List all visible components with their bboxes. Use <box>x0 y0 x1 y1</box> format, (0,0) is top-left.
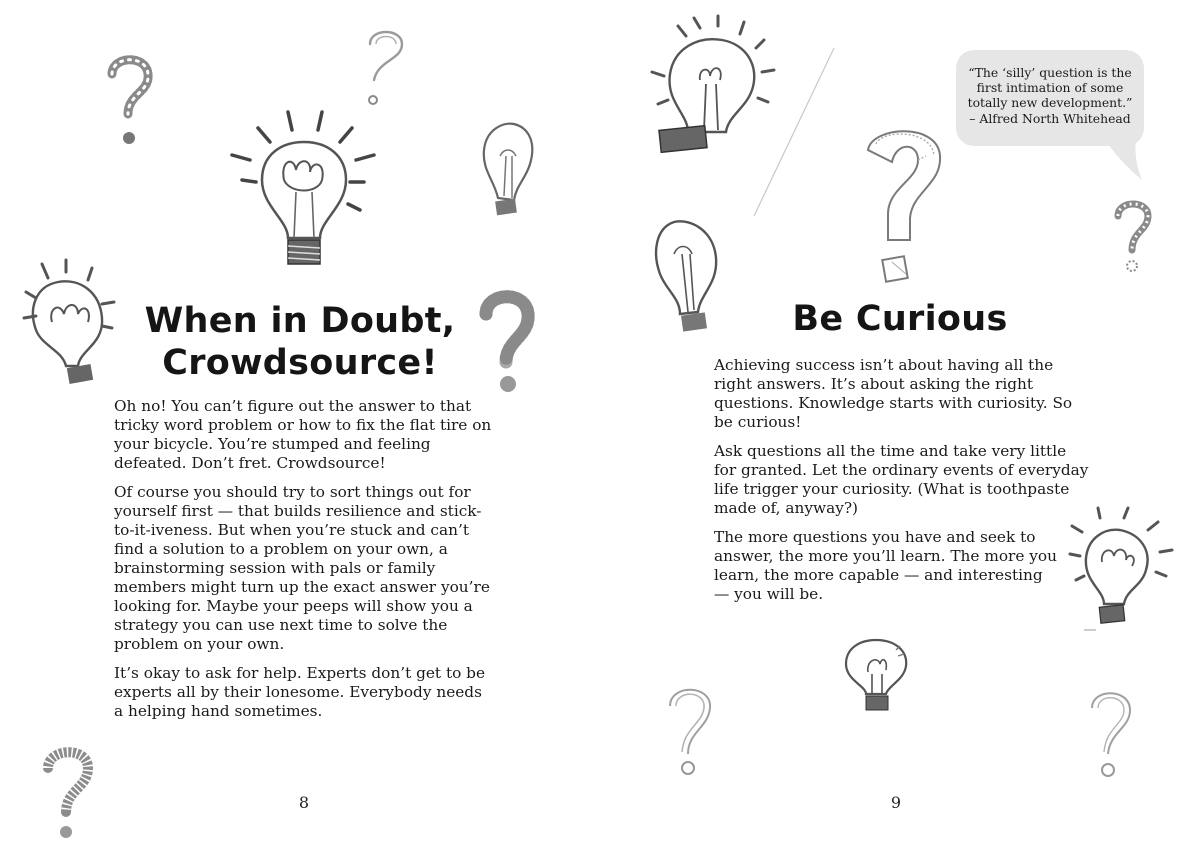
lightbulb-icon <box>838 636 914 716</box>
quote-attribution: – Alfred North Whitehead <box>969 110 1131 126</box>
question-mark-icon <box>862 122 948 288</box>
divider-line <box>750 44 840 220</box>
page-number: 9 <box>890 793 902 812</box>
body-text <box>714 356 1092 614</box>
quote-text: “The ‘silly’ question is the first intimation of some totally new development.” <box>967 65 1133 111</box>
paragraph: Ask questions all the time and take very little for granted. Let the ordinary events of everyday life trigger your curiosity. (What is toothpaste made of, anyway?) <box>714 442 1089 517</box>
question-mark-icon <box>40 742 96 842</box>
page-title <box>100 300 500 384</box>
page-title: Be Curious <box>792 299 1008 339</box>
paragraph: Oh no! You can’t figure out the answer to that tricky word problem or how to fix the flat tire on your bicycle. You’re stumped and feeling defeated. Don’t fret. Crowdsource! <box>114 397 492 472</box>
page-number: 8 <box>298 793 310 812</box>
question-mark-icon <box>1086 684 1136 780</box>
paragraph: Of course you should try to sort things out for yourself first — that builds resilience and stick-to-it-iveness. But when you’re stuck and can’t find a solution to a problem on your own, a brainstorming session with pals or family members might turn up the exact answer you’re looking for. Maybe your peeps will show you a strategy you can use next time to solve the problem on your own. <box>114 483 490 653</box>
title-line: When in Doubt, <box>144 301 456 341</box>
right-page <box>600 0 1200 866</box>
paragraph: It’s okay to ask for help. Experts don’t get to be experts all by their lonesome. Everybody needs a helping hand sometimes. <box>114 664 486 720</box>
lightbulb-icon <box>228 110 378 275</box>
body-text <box>114 397 492 731</box>
question-mark-icon <box>356 26 408 108</box>
lightbulb-icon <box>650 214 722 338</box>
question-mark-icon <box>664 680 716 780</box>
paragraph: Achieving success isn’t about having all the right answers. It’s about asking the right questions. Knowledge starts with curiosity. So be curious! <box>714 356 1073 431</box>
paragraph: The more questions you have and seek to answer, the more you’ll learn. The more you learn, the more capable — and interesting — you will be. <box>714 528 1057 603</box>
title-line: Crowdsource! <box>162 343 438 383</box>
quote-bubble-tail <box>1106 138 1142 182</box>
question-mark-icon <box>1112 198 1152 278</box>
quote-bubble <box>956 50 1144 146</box>
question-mark-icon <box>104 52 154 148</box>
lightbulb-icon <box>480 120 536 220</box>
